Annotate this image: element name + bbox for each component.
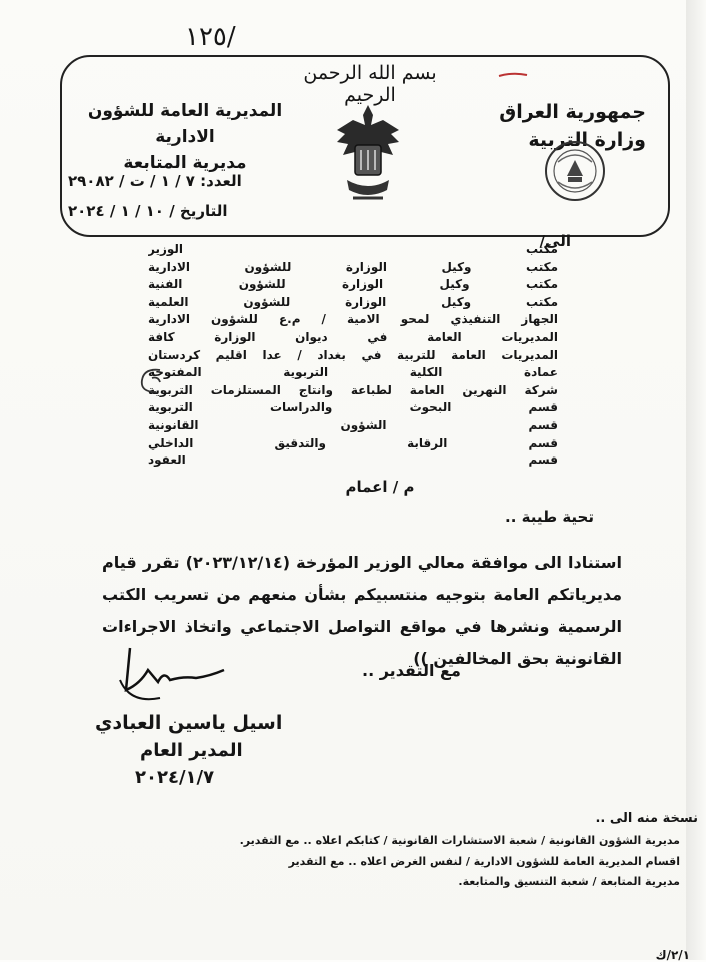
directorate-general-name: المديرية العامة للشؤون الادارية [87, 101, 283, 147]
reference-number: العدد: ٧ / ١ / ت / ٢٩٠٨٢ [68, 172, 242, 190]
recipient-item: مكتب الوزير [148, 242, 558, 256]
country-name: جمهورية العراق [499, 101, 646, 123]
closing-regards: مع التقدير .. [362, 661, 461, 680]
recipient-item: قسم الشؤون القانونية [148, 417, 558, 432]
footer-mark: ٢/١/ك [655, 948, 690, 962]
reference-date: التاريخ / ١٠ / ١ / ٢٠٢٤ [68, 202, 228, 220]
recipient-item: مكتب وكيل الوزارة للشؤون العلمية [148, 294, 558, 309]
ministry-seal-icon [544, 140, 606, 202]
basmala: بسم الله الرحمن الرحيم [303, 62, 437, 106]
recipient-item: المديريات العامة في ديوان الوزارة كافة [148, 329, 558, 344]
handwritten-number: ١٢٥/ [185, 22, 236, 52]
recipient-item: قسم البحوث والدراسات التربوية [148, 400, 558, 415]
copies-title: نسخة منه الى .. [595, 811, 698, 826]
letter-body: استنادا الى موافقة معالي الوزير المؤرخة (٢٠٢٣/١٢/١٤) تقرر قيام مديرياتكم العامة بتوجيه منتسبيكم بشأن منعهم من تسريب الكتب الرسمية ونشرها في مواقع التواصل الاجتماعي واتخاذ الاجراءات القانونية بحق المخالفين )) [102, 553, 622, 668]
recipient-item: الجهاز التنفيذي لمحو الامية / م.ع للشؤون الادارية [148, 312, 558, 327]
handwritten-signature [100, 640, 230, 708]
recipient-item: المديريات العامة للتربية في بغداد / عدا اقليم كردستان [148, 347, 558, 362]
signatory-name: اسيل ياسين العبادي [95, 712, 283, 734]
eagle-emblem-icon [333, 100, 403, 210]
signatory-title: المدير العام [140, 740, 243, 761]
ministry-name: وزارة التربية [528, 129, 646, 151]
recipient-item: عمادة الكلية التربوية المفتوحة [148, 365, 558, 380]
subject-line: م / اعمام [345, 478, 415, 496]
recipient-item: قسم الرقابة والتدقيق الداخلي [148, 435, 558, 450]
handwritten-margin-mark [130, 364, 170, 398]
copy-item: اقسام المديرية العامة للشؤون الادارية / لنفس الغرض اعلاه .. مع التقدير [288, 855, 680, 868]
recipient-item: مكتب وكيل الوزارة للشؤون الادارية [148, 259, 558, 274]
greeting: تحية طيبة .. [505, 508, 594, 526]
recipient-item: شركة النهرين العامة لطباعة وانتاج المستلزمات التربوية [148, 382, 558, 397]
copy-item: مديرية المتابعة / شعبة التنسيق والمتابعة. [458, 875, 680, 888]
copy-item: مديرية الشؤون القانونية / شعبة الاستشارات القانونية / كتابكم اعلاه .. مع التقدير. [239, 834, 680, 847]
signature-date: ٢٠٢٤/١/٧ [135, 767, 215, 788]
recipient-item: مكتب وكيل الوزارة للشؤون الفنية [148, 277, 558, 292]
letterhead-left [80, 98, 290, 176]
recipient-list [148, 242, 558, 471]
recipient-item: قسم العقود [148, 453, 558, 468]
pen-mark [497, 70, 529, 80]
to-label: الى/ [539, 232, 571, 250]
directorate-name: مديرية المتابعة [123, 153, 247, 173]
